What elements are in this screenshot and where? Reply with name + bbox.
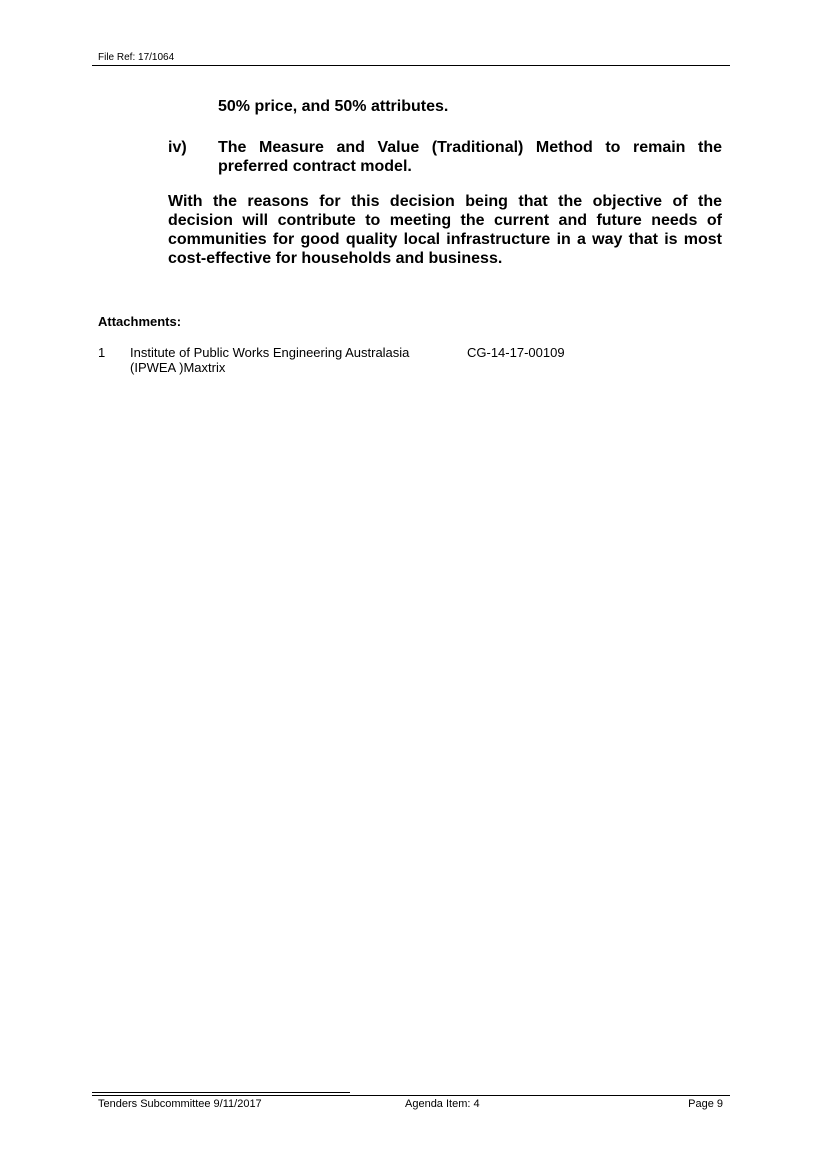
continued-resolution-line: 50% price, and 50% attributes. — [218, 98, 449, 115]
attachment-title-link[interactable]: Institute of Public Works Engineering Australasia (IPWEA )Maxtrix — [130, 345, 410, 375]
footer-divider — [92, 1095, 730, 1096]
attachments-heading: Attachments: — [98, 314, 182, 329]
header-divider — [92, 65, 730, 66]
attachment-number: 1 — [98, 345, 106, 360]
file-reference: File Ref: 17/1064 — [98, 52, 175, 63]
attachment-reference: CG-14-17-00109 — [467, 345, 565, 360]
footer-meeting: Tenders Subcommittee 9/11/2017 — [98, 1098, 262, 1110]
reasons-paragraph: With the reasons for this decision being that the objective of the decision will contribute to meeting the current and future needs of communities for good quality local infrastructure in a way that is most cost-effective for households and business. — [168, 193, 722, 267]
footer-divider-short — [92, 1092, 350, 1093]
footer-page-number: Page 9 — [688, 1098, 723, 1110]
list-item-text-iv: The Measure and Value (Traditional) Method to remain the preferred contract model. — [218, 139, 722, 175]
list-item-marker-iv: iv) — [168, 139, 187, 156]
footer-agenda-item: Agenda Item: 4 — [405, 1098, 480, 1110]
